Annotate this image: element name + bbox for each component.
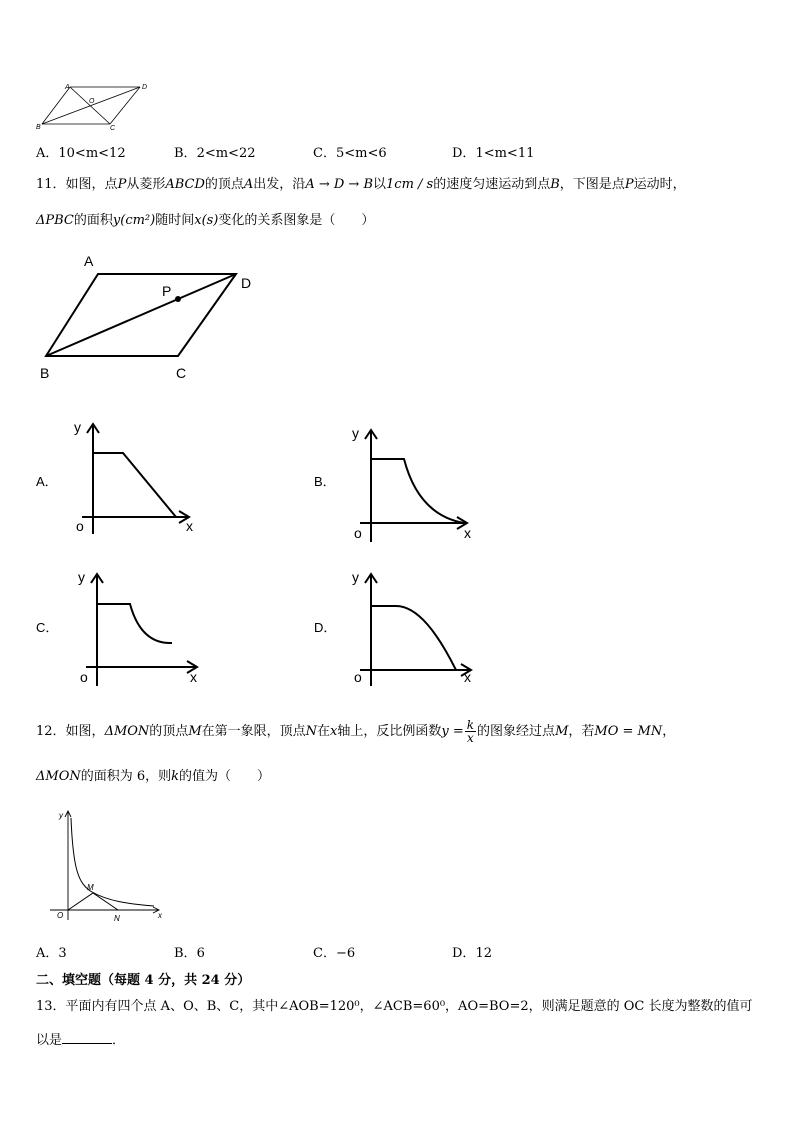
q12-option-c	[313, 946, 355, 962]
option-key: A．	[36, 146, 59, 161]
q10-label-O: O	[89, 98, 95, 105]
q11-line-2	[36, 213, 374, 229]
q11-x-unit: x(s)	[194, 213, 219, 228]
origin-label: o	[76, 518, 84, 534]
origin-label: o	[80, 669, 88, 685]
option-text: 10<m<12	[58, 146, 126, 161]
option-key: A．	[36, 946, 59, 961]
y-axis-label: y	[74, 419, 81, 435]
q12-option-a	[36, 946, 67, 962]
q12-label-O: O	[57, 911, 64, 920]
q13-text: 以是	[36, 1033, 63, 1048]
q11-graph-d	[346, 566, 486, 691]
fraction-denominator: x	[467, 731, 474, 745]
q11-path: A → D → B	[305, 177, 373, 192]
q13-line-2	[36, 1031, 125, 1049]
q12-text: 的面积为 6，则	[80, 769, 172, 784]
q12-text: 的顶点	[149, 724, 189, 739]
q10-label-A: A	[65, 84, 70, 91]
option-text: 12	[475, 946, 492, 961]
q11-option-b-key: B．	[314, 474, 336, 489]
q12-var-x: x	[330, 724, 338, 739]
y-axis-label: y	[352, 425, 359, 441]
q10-label-C: C	[110, 125, 116, 132]
q12-var-M: M	[555, 724, 569, 739]
graph-d-curve	[371, 606, 456, 670]
x-axis-label: x	[464, 669, 471, 685]
q11-text: 出发，沿	[253, 177, 306, 192]
q11-text: 变化的关系图象是（ ）	[218, 213, 375, 228]
q12-label-y: y	[59, 811, 63, 820]
q12-hyperbola-figure	[44, 806, 174, 926]
graph-a-curve	[93, 453, 176, 517]
section-2-title: 二、填空题（每题 4 分，共 24 分）	[36, 973, 251, 988]
option-key: C．	[313, 146, 336, 161]
q11-graph-b	[346, 422, 486, 547]
q12-triangle: ΔMON	[104, 724, 150, 739]
q11-text: 随时间	[155, 213, 195, 228]
q12-line-2	[36, 769, 270, 785]
q12-text: 在第一象限，顶点	[201, 724, 306, 739]
x-axis-label: x	[186, 518, 193, 534]
y-axis-label: y	[78, 569, 85, 585]
origin-label: o	[354, 525, 362, 541]
option-key: C．	[313, 946, 336, 961]
q10-option-a	[36, 146, 126, 162]
q11-text: ，下图是点	[559, 177, 625, 192]
q12-equation: MO = MN	[594, 724, 663, 739]
q11-graph-c	[72, 566, 212, 691]
option-text: 3	[58, 946, 67, 961]
q11-text: 的速度匀速运动到点	[433, 177, 551, 192]
option-key: B．	[174, 146, 197, 161]
q11-var-ABCD: ABCD	[165, 177, 205, 192]
q11-y-unit: y(cm²)	[112, 213, 156, 228]
fraction-numerator: k	[466, 718, 475, 732]
q11-text: 的面积	[73, 213, 113, 228]
q12-option-d	[452, 946, 492, 962]
q13-line-1: 13．平面内有四个点 A、O、B、C，其中∠AOB=120⁰，∠ACB=60⁰，AO=BO=2，则满足题意的 OC 长度为整数的值可	[36, 999, 753, 1014]
y-axis-label: y	[352, 569, 359, 585]
option-text: 1<m<11	[475, 146, 535, 161]
q12-text: 轴上，反比例函数	[337, 724, 442, 739]
q11-speed: 1cm / s	[386, 177, 434, 192]
q11-option-d-key: D．	[314, 620, 337, 635]
q12-text: 如图，	[65, 724, 105, 739]
q12-text: 在	[317, 724, 331, 739]
q11-label-P: P	[162, 283, 172, 299]
option-text: 5<m<6	[335, 146, 387, 161]
q10-option-d	[452, 146, 534, 162]
q12-label-x: x	[158, 911, 162, 920]
q12-text: ，若	[568, 724, 595, 739]
q11-text: 运动时，	[633, 177, 686, 192]
q11-var-P: P	[624, 177, 634, 192]
triangle-MON	[68, 893, 118, 910]
q12-text: 的值为（ ）	[179, 769, 271, 784]
q12-line-1	[36, 718, 675, 746]
q12-text: ，	[662, 724, 676, 739]
hyperbola-curve	[71, 818, 154, 906]
q12-var-M: M	[188, 724, 202, 739]
q11-var-A: A	[243, 177, 254, 192]
x-axis-label: x	[464, 525, 471, 541]
q12-label-M: M	[87, 883, 94, 892]
q11-text: 从菱形	[126, 177, 166, 192]
q12-var-k: k	[171, 769, 180, 784]
q12-var-N: N	[305, 724, 318, 739]
q11-option-a-key: A．	[36, 474, 58, 489]
option-key: D．	[452, 946, 476, 961]
q11-option-c-key: C．	[36, 620, 59, 635]
option-text: 2<m<22	[196, 146, 256, 161]
q12-fraction	[465, 719, 476, 744]
origin-label: o	[354, 669, 362, 685]
q10-rhombus-figure	[36, 78, 156, 136]
q10-label-D: D	[142, 84, 148, 91]
q12-option-b	[174, 946, 205, 962]
option-key: D．	[452, 146, 476, 161]
point-P-marker	[175, 296, 181, 302]
q12-triangle: ΔMON	[36, 769, 81, 784]
q11-graph-a	[68, 416, 208, 541]
q11-rhombus-figure	[36, 250, 266, 385]
q12-text: 的图象经过点	[477, 724, 556, 739]
question-number: 11．	[36, 177, 66, 192]
q11-label-B: B	[40, 365, 50, 381]
q10-option-c	[313, 146, 387, 162]
graph-c-curve	[97, 604, 172, 643]
q12-func-lhs: y =	[441, 724, 464, 739]
q10-label-B: B	[36, 124, 41, 131]
q11-var-P: P	[117, 177, 127, 192]
option-text: −6	[335, 946, 356, 961]
option-text: 6	[196, 946, 205, 961]
q13-text: ．	[112, 1033, 126, 1048]
q11-line-1	[36, 177, 686, 193]
q10-option-b	[174, 146, 256, 162]
graph-b-curve	[371, 459, 464, 523]
q11-var-B: B	[550, 177, 560, 192]
q11-label-A: A	[84, 253, 94, 269]
q11-text: 以	[373, 177, 387, 192]
q11-text: 的顶点	[204, 177, 244, 192]
q12-label-N: N	[114, 914, 120, 923]
q11-label-D: D	[241, 275, 252, 291]
answer-blank[interactable]	[62, 1031, 112, 1044]
q11-label-C: C	[176, 365, 187, 381]
x-axis-label: x	[190, 669, 197, 685]
q11-text: 如图，点	[65, 177, 118, 192]
option-key: B．	[174, 946, 197, 961]
q11-triangle: ΔPBC	[36, 213, 74, 228]
question-number: 12．	[36, 724, 66, 739]
